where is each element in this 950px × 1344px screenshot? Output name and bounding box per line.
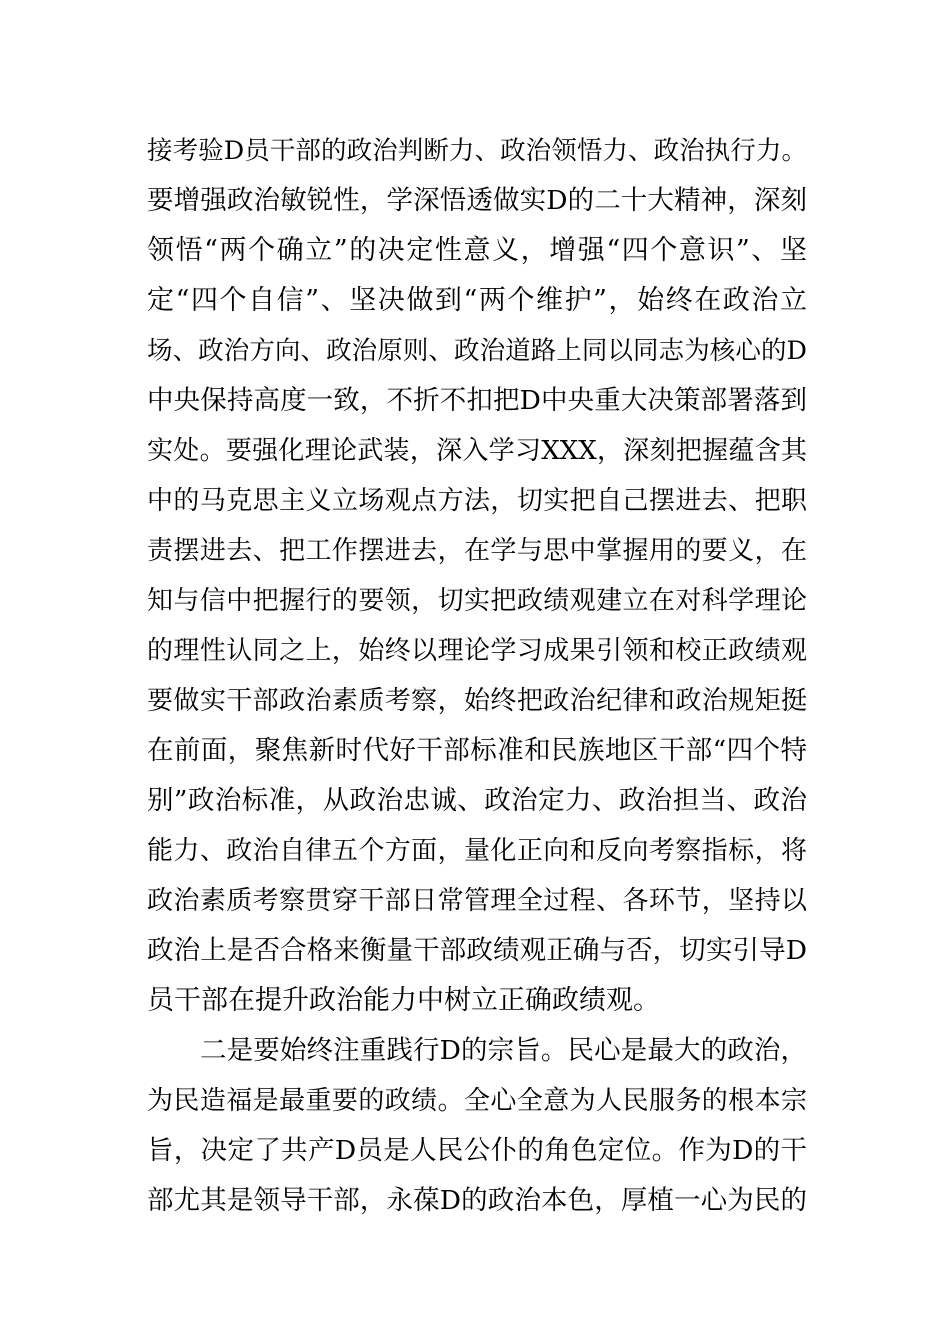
- body-text-line: 中央保持高度一致，不折不扣把D中央重大决策部署落到: [147, 385, 807, 416]
- body-text-line: 为民造福是最重要的政绩。全心全意为人民服务的根本宗: [147, 1086, 807, 1116]
- body-text-line: 员干部在提升政治能力中树立正确政绩观。: [147, 985, 660, 1016]
- body-text-line: 别”政治标准，从政治忠诚、政治定力、政治担当、政治: [147, 785, 807, 816]
- body-text-line: 的理性认同之上，始终以理论学习成果引领和校正政绩观: [147, 636, 807, 666]
- body-text-line: 实处。要强化理论武装，深入学习XXX，深刻把握蕴含其: [147, 436, 807, 466]
- body-text-line: 责摆进去、把工作摆进去，在学与思中掌握用的要义，在: [147, 536, 807, 566]
- body-text-line: 中的马克思主义立场观点方法，切实把自己摆进去、把职: [147, 486, 807, 516]
- body-text-line: 旨，决定了共产D员是人民公仆的角色定位。作为D的干: [147, 1135, 807, 1166]
- body-text-line: 接考验D员干部的政治判断力、政治领悟力、政治执行力。: [147, 136, 807, 166]
- body-text-line: 在前面，聚焦新时代好干部标准和民族地区干部“四个特: [147, 735, 807, 766]
- body-text-line: 能力、政治自律五个方面，量化正向和反向考察指标，将: [147, 836, 807, 866]
- body-text-line: 政治上是否合格来衡量干部政绩观正确与否，切实引导D: [147, 935, 807, 966]
- body-text-line: 要增强政治敏锐性，学深悟透做实D的二十大精神，深刻: [147, 185, 807, 216]
- body-text-line: 部尤其是领导干部，永葆D的政治本色，厚植一心为民的: [147, 1185, 807, 1216]
- body-text-line: 定“四个自信”、坚决做到“两个维护”，始终在政治立: [147, 285, 807, 316]
- paragraph-start-line: 二是要始终注重践行D的宗旨。民心是最大的政治，: [200, 1035, 807, 1066]
- body-text-line: 场、政治方向、政治原则、政治道路上同以同志为核心的D: [147, 336, 807, 366]
- body-text-line: 知与信中把握行的要领，切实把政绩观建立在对科学理论: [147, 586, 807, 616]
- body-text-line: 要做实干部政治素质考察，始终把政治纪律和政治规矩挺: [147, 686, 807, 716]
- body-text-line: 政治素质考察贯穿干部日常管理全过程、各环节，坚持以: [147, 886, 807, 916]
- body-text-line: 领悟“两个确立”的决定性意义，增强“四个意识”、坚: [147, 235, 807, 266]
